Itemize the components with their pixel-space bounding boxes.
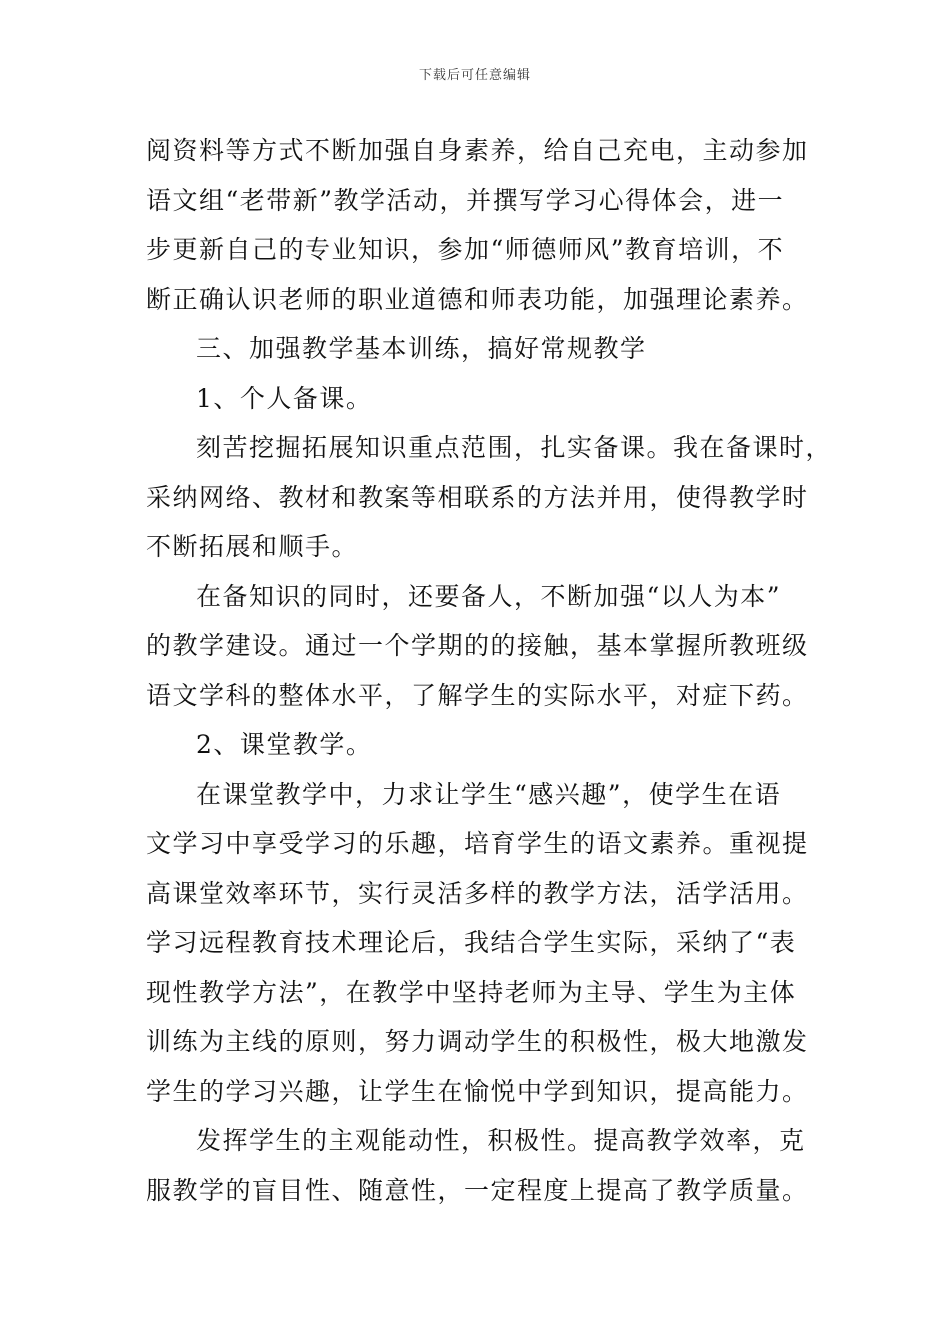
text-line: 语文组“老带新”教学活动，并撰写学习心得体会，进一 — [146, 185, 785, 215]
text-line: 学生的学习兴趣，让学生在愉悦中学到知识，提高能力。 — [146, 1076, 809, 1106]
text-line: 在课堂教学中，力求让学生“感兴趣”，使学生在语 — [196, 779, 782, 809]
text-line: 训练为主线的原则，努力调动学生的积极性，极大地激发 — [146, 1027, 809, 1056]
text-line: 高课堂效率环节，实行灵活多样的教学方法，活学活用。 — [146, 878, 809, 908]
text-line: 服教学的盲目性、随意性，一定程度上提高了教学质量。 — [146, 1175, 809, 1205]
document-body — [146, 126, 833, 1215]
text-line: 不断拓展和顺手。 — [146, 532, 359, 561]
text-line: 在备知识的同时，还要备人，不断加强“以人为本” — [196, 581, 782, 611]
subsection-heading: 1、个人备课。 — [196, 383, 373, 413]
text-line: 发挥学生的主观能动性，积极性。提高教学效率，克 — [196, 1126, 806, 1155]
text-line: 阅资料等方式不断加强自身素养，给自己充电，主动参加 — [146, 136, 809, 165]
text-line: 现性教学方法”，在教学中坚持老师为主导、学生为主体 — [146, 977, 797, 1007]
text-line: 断正确认识老师的职业道德和师表功能，加强理论素养。 — [146, 284, 809, 314]
section-heading: 三、加强教学基本训练，搞好常规教学 — [196, 334, 647, 363]
text-line: 学习远程教育技术理论后，我结合学生实际，采纳了“表 — [146, 928, 797, 957]
text-line: 步更新自己的专业知识，参加“师德师风”教育培训，不 — [146, 235, 785, 264]
text-line: 文学习中享受学习的乐趣，培育学生的语文素养。重视提 — [146, 829, 809, 858]
text-line: 采纳网络、教材和教案等相联系的方法并用，使得教学时 — [146, 482, 809, 512]
page-header: 下载后可任意编辑 — [418, 68, 531, 83]
text-line: 语文学科的整体水平，了解学生的实际水平，对症下药。 — [146, 680, 809, 710]
subsection-heading: 2、课堂教学。 — [196, 730, 373, 759]
text-line: 刻苦挖掘拓展知识重点范围，扎实备课。我在备课时， — [196, 433, 833, 462]
text-line: 的教学建设。通过一个学期的的接触，基本掌握所教班级 — [146, 631, 809, 660]
